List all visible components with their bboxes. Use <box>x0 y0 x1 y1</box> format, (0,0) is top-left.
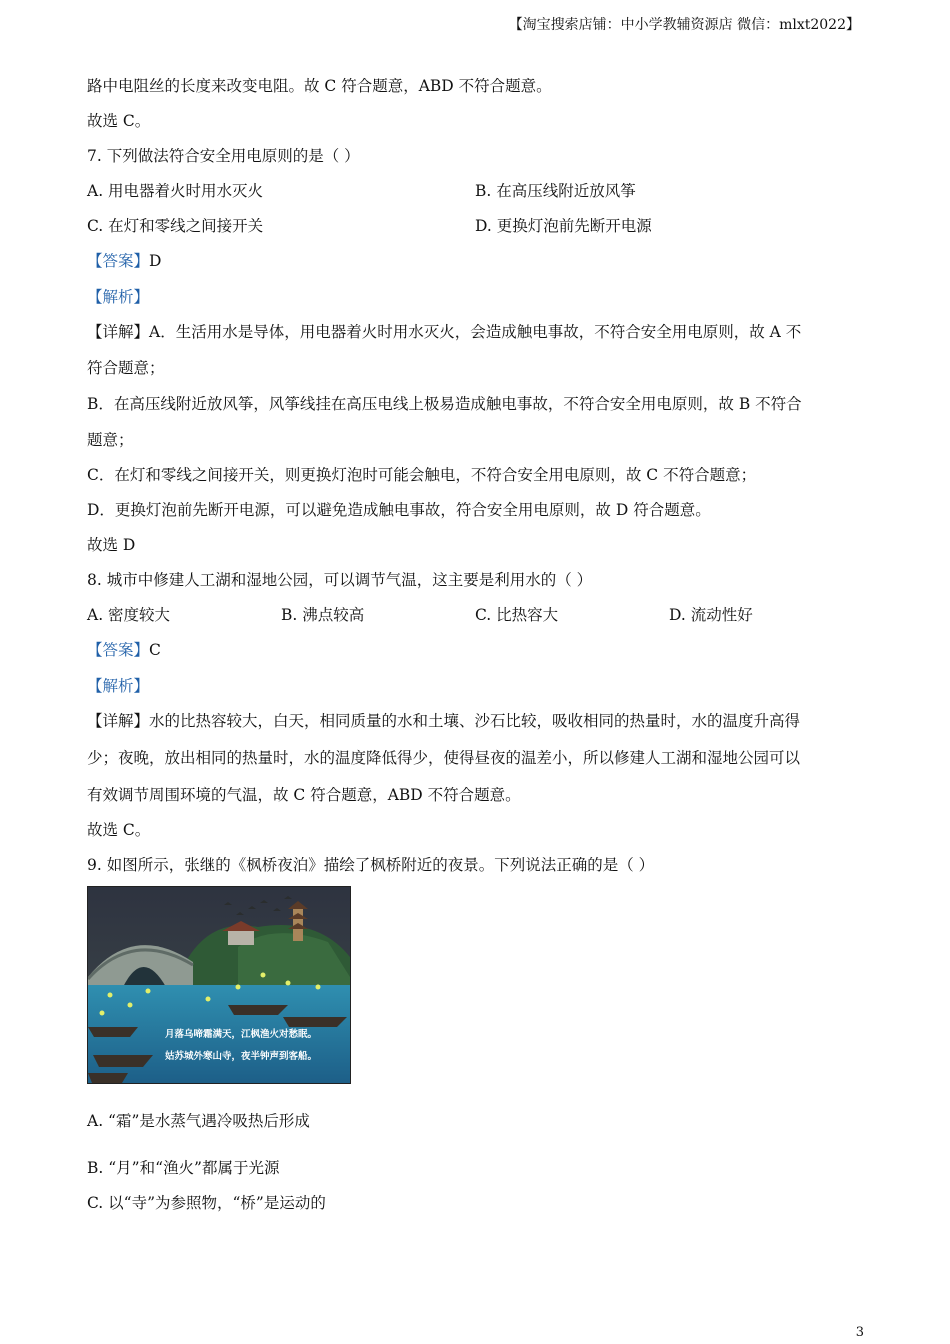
page-header: 【淘宝搜索店铺：中小学教辅资源店 微信：mlxt2022】 <box>508 17 860 33</box>
answer-value: C <box>149 641 161 659</box>
detail-text: 水的比热容较大，白天，相同质量的水和土壤、沙石比较，吸收相同的热量时，水的温度升高得 <box>149 712 801 730</box>
question-7: 7. 下列做法符合安全用电原则的是（ ） <box>87 147 360 165</box>
detail-8 <box>87 711 800 731</box>
answer-tag: 【答案】 <box>87 641 150 659</box>
option-9a: A. “霜”是水蒸气遇冷吸热后形成 <box>87 1112 310 1130</box>
text-line: 题意； <box>87 431 134 449</box>
option-8b: B. 沸点较高 <box>281 606 365 624</box>
option-7d: D. 更换灯泡前先断开电源 <box>475 217 652 235</box>
answer-7 <box>87 251 161 271</box>
conclusion-7: 故选 D <box>87 536 136 554</box>
detail-text: A．生活用水是导体，用电器着火时用水灭火，会造成触电事故，不符合安全用电原则，故 A 不 <box>149 323 802 341</box>
option-7b: B. 在高压线附近放风筝 <box>475 182 636 200</box>
page-number: 3 <box>855 1325 864 1340</box>
detail-7a <box>87 322 801 342</box>
option-9b: B. “月”和“渔火”都属于光源 <box>87 1159 280 1177</box>
answer-8 <box>87 640 161 660</box>
poem-line-2: 姑苏城外寒山寺，夜半钟声到客船。 <box>165 1051 318 1062</box>
text-line: 故选 C。 <box>87 112 151 130</box>
detail-7c: C．在灯和零线之间接开关，则更换灯泡时可能会触电，不符合安全用电原则，故 C 不符合题意； <box>87 466 757 484</box>
option-7a: A. 用电器着火时用水灭火 <box>87 182 264 200</box>
question-8: 8. 城市中修建人工湖和湿地公园，可以调节气温，这主要是利用水的（ ） <box>87 571 593 589</box>
conclusion-8: 故选 C。 <box>87 821 151 839</box>
option-8d: D. 流动性好 <box>669 606 753 624</box>
poem-line-1: 月落乌啼霜满天，江枫渔火对愁眠。 <box>165 1029 318 1040</box>
text-line: 路中电阻丝的长度来改变电阻。故 C 符合题意，ABD 不符合题意。 <box>87 77 552 95</box>
option-8a: A. 密度较大 <box>87 606 171 624</box>
detail-7b: B．在高压线附近放风筝，风筝线挂在高压电线上极易造成触电事故，不符合安全用电原则，故 B 不符合 <box>87 395 802 413</box>
option-7c: C. 在灯和零线之间接开关 <box>87 217 264 235</box>
detail-tag: 【详解】 <box>87 323 150 341</box>
answer-tag: 【答案】 <box>87 252 150 270</box>
option-8c: C. 比热容大 <box>475 606 559 624</box>
analysis-tag: 【解析】 <box>87 288 150 306</box>
option-9c: C. 以“寺”为参照物，“桥”是运动的 <box>87 1194 326 1212</box>
text-line: 有效调节周围环境的气温，故 C 符合题意，ABD 不符合题意。 <box>87 786 521 804</box>
question-9: 9. 如图所示，张继的《枫桥夜泊》描绘了枫桥附近的夜景。下列说法正确的是（ ） <box>87 856 655 874</box>
detail-tag: 【详解】 <box>87 712 150 730</box>
text-line: 少；夜晚，放出相同的热量时，水的温度降低得少，使得昼夜的温差小，所以修建人工湖和湿地公园可以 <box>87 749 801 767</box>
detail-7d: D．更换灯泡前先断开电源，可以避免造成触电事故，符合安全用电原则，故 D 符合题意。 <box>87 501 711 519</box>
night-scene-illustration <box>87 886 351 1084</box>
answer-value: D <box>149 252 162 270</box>
text-line: 符合题意； <box>87 359 165 377</box>
analysis-tag: 【解析】 <box>87 677 150 695</box>
